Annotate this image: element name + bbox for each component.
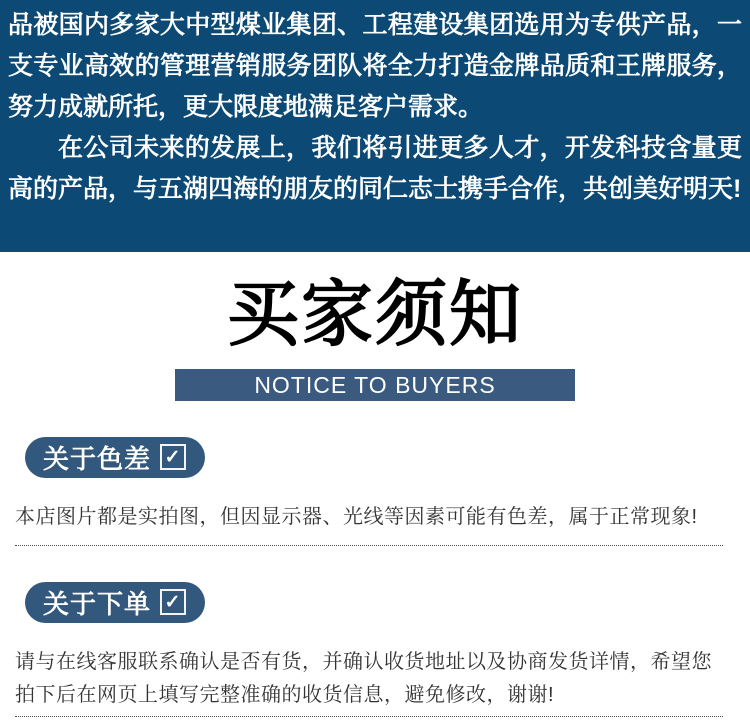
company-intro-banner xyxy=(0,0,750,252)
checkbox-check-icon: ✓ xyxy=(160,589,186,615)
color-difference-body-text: 本店图片都是实拍图，但因显示器、光线等因素可能有色差，属于正常现象! xyxy=(15,505,698,528)
buyers-notice-subtitle: NOTICE TO BUYERS xyxy=(175,369,575,401)
ordering-button-label: 关于下单 xyxy=(43,588,152,619)
color-difference-button-label: 关于色差 xyxy=(43,443,152,474)
buyers-notice-title: 买家须知 xyxy=(226,275,523,355)
section-color-difference xyxy=(0,401,750,546)
ordering-body-text: 请与在线客服联系确认是否有货，并确认收货地址以及协商发货详情，希望您拍下后在网页上填写完整准确的收货信息，避免修改，谢谢! xyxy=(15,650,712,706)
company-intro-paragraph-2: 在公司未来的发展上，我们将引进更多人才，开发科技含量更高的产品，与五湖四海的朋友的同仁志士携手合作，共创美好明天! xyxy=(8,134,742,203)
company-intro-paragraph-1: 品被国内多家大中型煤业集团、工程建设集团选用为专供产品，一支专业高效的管理营销服务团队将全力打造金牌品质和王牌服务，努力成就所托，更大限度地满足客户需求。 xyxy=(8,11,742,121)
checkbox-check-icon: ✓ xyxy=(160,444,186,470)
color-difference-button[interactable] xyxy=(25,437,205,478)
section-ordering xyxy=(0,546,750,717)
ordering-button[interactable] xyxy=(25,582,205,623)
dotted-divider xyxy=(15,716,723,717)
